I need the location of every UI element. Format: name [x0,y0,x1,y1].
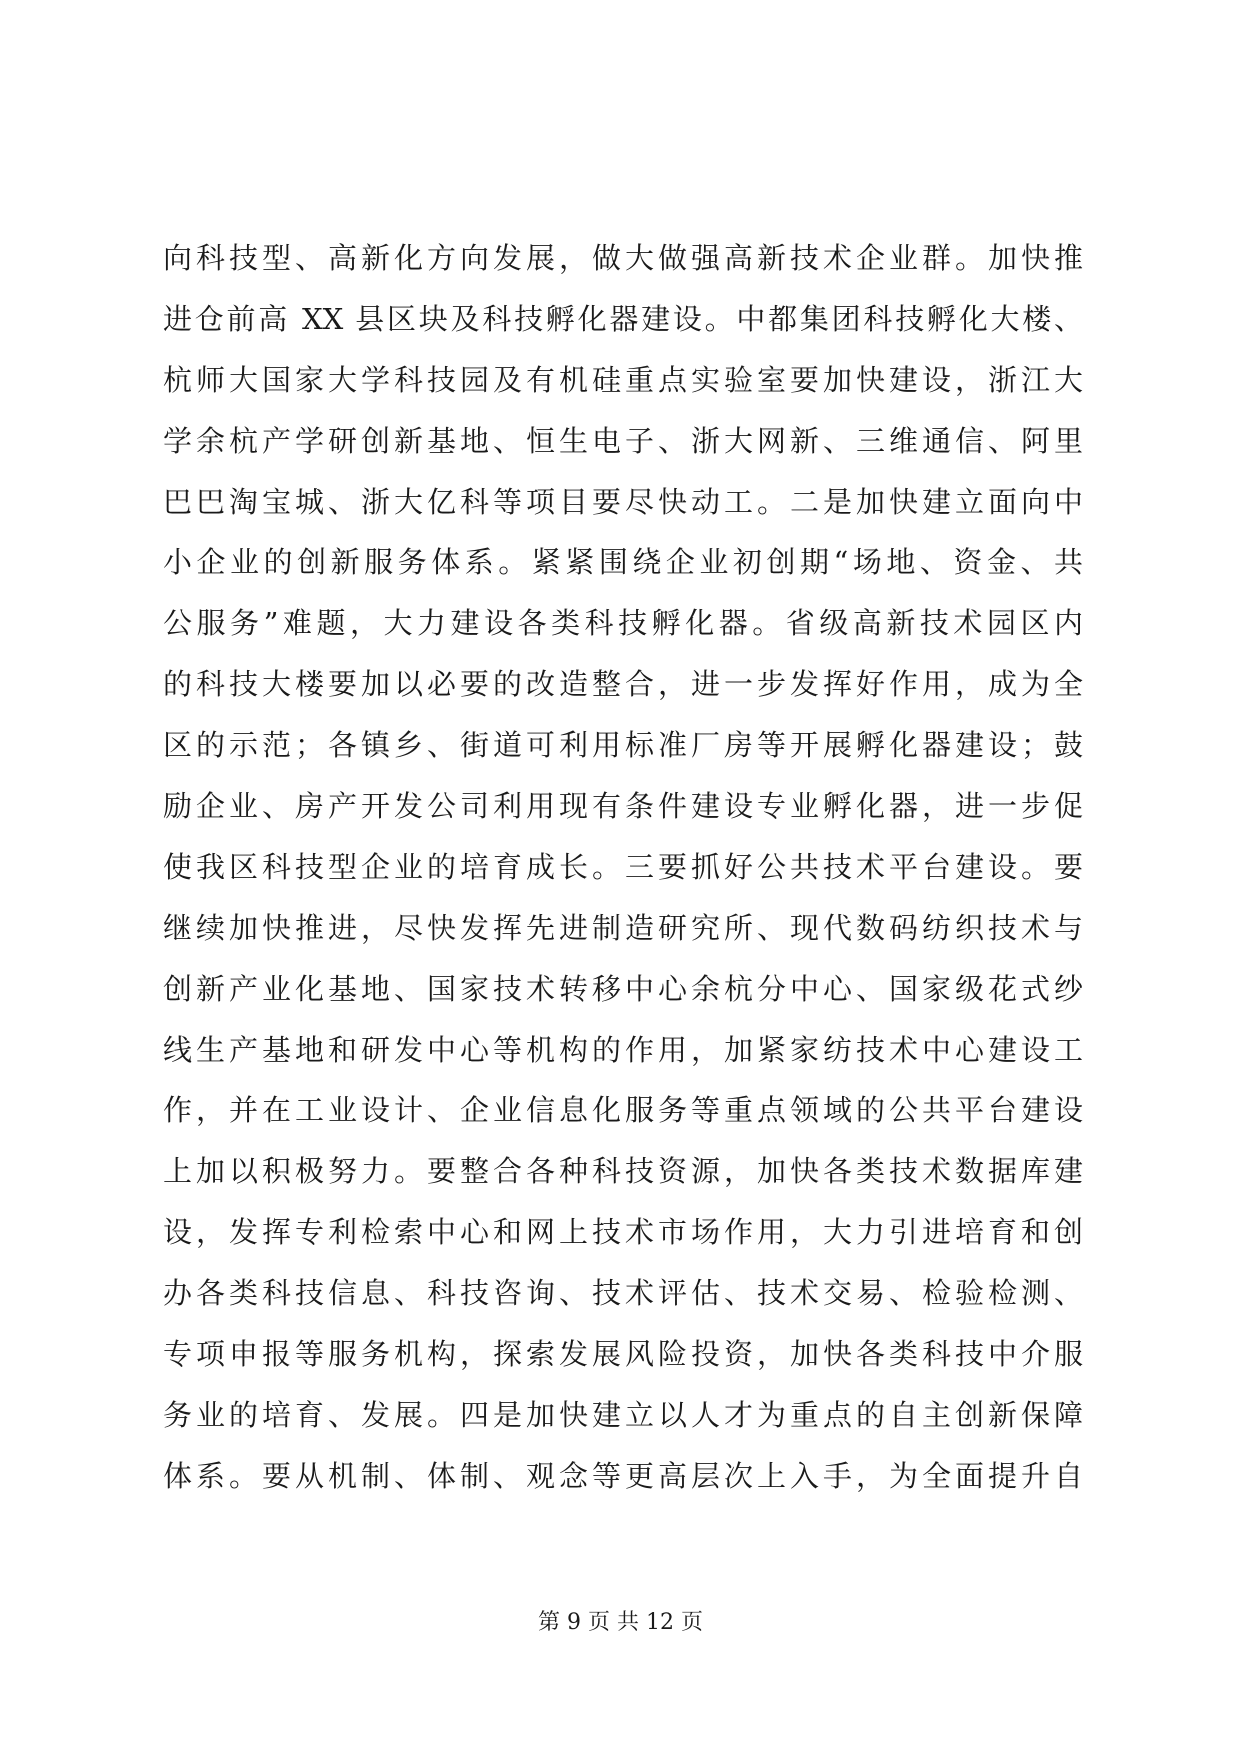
text-line: 继续加快推进，尽快发挥先进制造研究所、现代数码纺织技术与 [163,910,1083,945]
text-line: 向科技型、高新化方向发展，做大做强高新技术企业群。加快推 [163,241,1083,275]
text-line: 学余杭产学研创新基地、恒生电子、浙大网新、三维通信、阿里 [163,423,1083,458]
text-line: 设，发挥专利检索中心和网上技术市场作用，大力引进培育和创 [163,1215,1083,1250]
text-line: 区的示范；各镇乡、街道可利用标准厂房等开展孵化器建设；鼓 [163,728,1083,763]
text-line: 公服务”难题，大力建设各类科技孵化器。省级高新技术园区内 [163,606,1083,641]
text-line: 的科技大楼要加以必要的改造整合，进一步发挥好作用，成为全 [163,667,1083,702]
text-line: 专项申报等服务机构，探索发展风险投资，加快各类科技中介服 [163,1337,1083,1372]
text-line: 巴巴淘宝城、浙大亿科等项目要尽快动工。二是加快建立面向中 [163,484,1083,519]
text-line: 务业的培育、发展。四是加快建立以人才为重点的自主创新保障 [163,1397,1083,1432]
text-line: 使我区科技型企业的培育成长。三要抓好公共技术平台建设。要 [163,849,1083,884]
text-line: 创新产业化基地、国家技术转移中心余杭分中心、国家级花式纱 [163,971,1083,1006]
text-line: 上加以积极努力。要整合各种科技资源，加快各类技术数据库建 [163,1154,1083,1189]
text-line: 线生产基地和研发中心等机构的作用，加紧家纺技术中心建设工 [163,1032,1083,1067]
text-line: 作，并在工业设计、企业信息化服务等重点领域的公共平台建设 [163,1093,1083,1128]
text-line: 杭师大国家大学科技园及有机硅重点实验室要加快建设，浙江大 [163,362,1083,397]
body-paragraph [163,228,1083,1507]
text-line: 小企业的创新服务体系。紧紧围绕企业初创期“场地、资金、共 [163,545,1083,580]
text-line: 办各类科技信息、科技咨询、技术评估、技术交易、检验检测、 [163,1276,1083,1311]
text-line: 体系。要从机制、体制、观念等更高层次上入手，为全面提升自 [163,1458,1083,1493]
page-footer [0,1608,1241,1638]
text-line: 励企业、房产开发公司利用现有条件建设专业孵化器，进一步促 [163,789,1083,824]
text-line: 进仓前高 XX 县区块及科技孵化器建设。中都集团科技孵化大楼、 [163,301,1083,336]
page-number-label: 第 9 页 共 12 页 [538,1610,703,1635]
